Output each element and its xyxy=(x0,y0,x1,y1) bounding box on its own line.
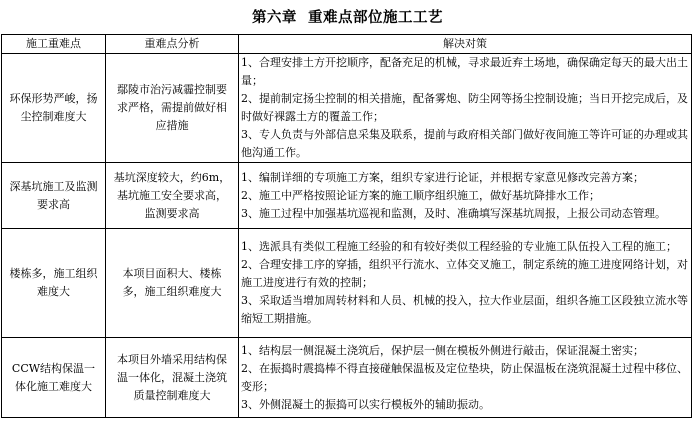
analysis-cell: 本项目外墙采用结构保温一体化，混凝土浇筑质量控制难度大 xyxy=(106,338,239,418)
document-title: 第六章 重难点部位施工工艺 xyxy=(251,10,444,26)
measure-item: 1、编制详细的专项施工方案，组织专家进行论证，并根据专家意见修改完善方案； xyxy=(241,170,644,184)
analysis-cell: 鄢陵市治污减霾控制要求严格，需提前做好相应措施 xyxy=(106,54,239,163)
measure-item: 1、合理安排土方开挖顺序，配备充足的机械，寻求最近弃土场地，确保确定每天的最大出土量； xyxy=(241,56,688,87)
measure-item: 2、提前制定扬尘控制的相关措施，配备雾炮、防尘网等扬尘控制设施；当日开挖完成后，及时做好裸露土方的覆盖工作； xyxy=(241,92,688,123)
table-row xyxy=(2,54,692,163)
difficulty-point-cell: CCW结构保温一体化施工难度大 xyxy=(2,338,106,418)
measure-item: 3、施工过程中加强基坑巡视和监测，及时、准确填写深基坑周报，上报公司动态管理。 xyxy=(241,206,666,220)
measure-item: 3、外侧混凝土的振捣可以实行模板外的辅助振动。 xyxy=(241,397,490,411)
measures-cell xyxy=(239,54,692,163)
table-row xyxy=(2,163,692,229)
measures-cell xyxy=(239,338,692,418)
measure-item: 2、合理安排工序的穿插，组织平行流水、立体交叉施工，制定系统的施工进度网络计划，对施工进度进行有效的控制； xyxy=(241,258,688,289)
table-row xyxy=(2,338,692,418)
measure-item: 3、采取适当增加周转材料和人员、机械的投入，拉大作业层面，组织各施工区段独立流水等缩短工期措施。 xyxy=(241,294,688,325)
measure-item: 1、结构层一侧混凝土浇筑后，保护层一侧在模板外侧进行敲击，保证混凝土密实； xyxy=(241,343,644,357)
difficulty-table xyxy=(1,34,692,418)
measure-item: 1、选派具有类似工程施工经验的和有较好类似工程经验的专业施工队伍投入工程的施工； xyxy=(241,240,677,253)
header-countermeasures: 解决对策 xyxy=(239,35,692,54)
measures-cell xyxy=(239,229,692,338)
header-difficulty-analysis: 重难点分析 xyxy=(106,35,239,54)
measure-item: 2、在振捣时震捣棒不得直接碰触保温板及定位垫块，防止保温板在浇筑混凝土过程中移位、变形； xyxy=(241,361,688,393)
measures-cell xyxy=(239,163,692,229)
difficulty-point-cell: 深基坑施工及监测要求高 xyxy=(2,163,106,229)
measure-item: 2、施工中严格按照论证方案的施工顺序组织施工，做好基坑降排水工作； xyxy=(241,188,600,202)
analysis-cell: 本项目面积大、楼栋多，施工组织难度大 xyxy=(106,229,239,338)
measure-item: 3、专人负责与外部信息采集及联系，提前与政府相关部门做好夜间施工等许可证的办理或其他沟通工作。 xyxy=(241,128,688,159)
header-difficulty-point: 施工重难点 xyxy=(2,35,106,54)
analysis-cell: 基坑深度较大，约6m，基坑施工安全要求高，监测要求高 xyxy=(106,163,239,229)
difficulty-point-cell: 楼栋多，施工组织难度大 xyxy=(2,229,106,338)
difficulty-point-cell: 环保形势严峻，扬尘控制难度大 xyxy=(2,54,106,163)
table-header-row xyxy=(2,35,692,54)
table-row xyxy=(2,229,692,338)
